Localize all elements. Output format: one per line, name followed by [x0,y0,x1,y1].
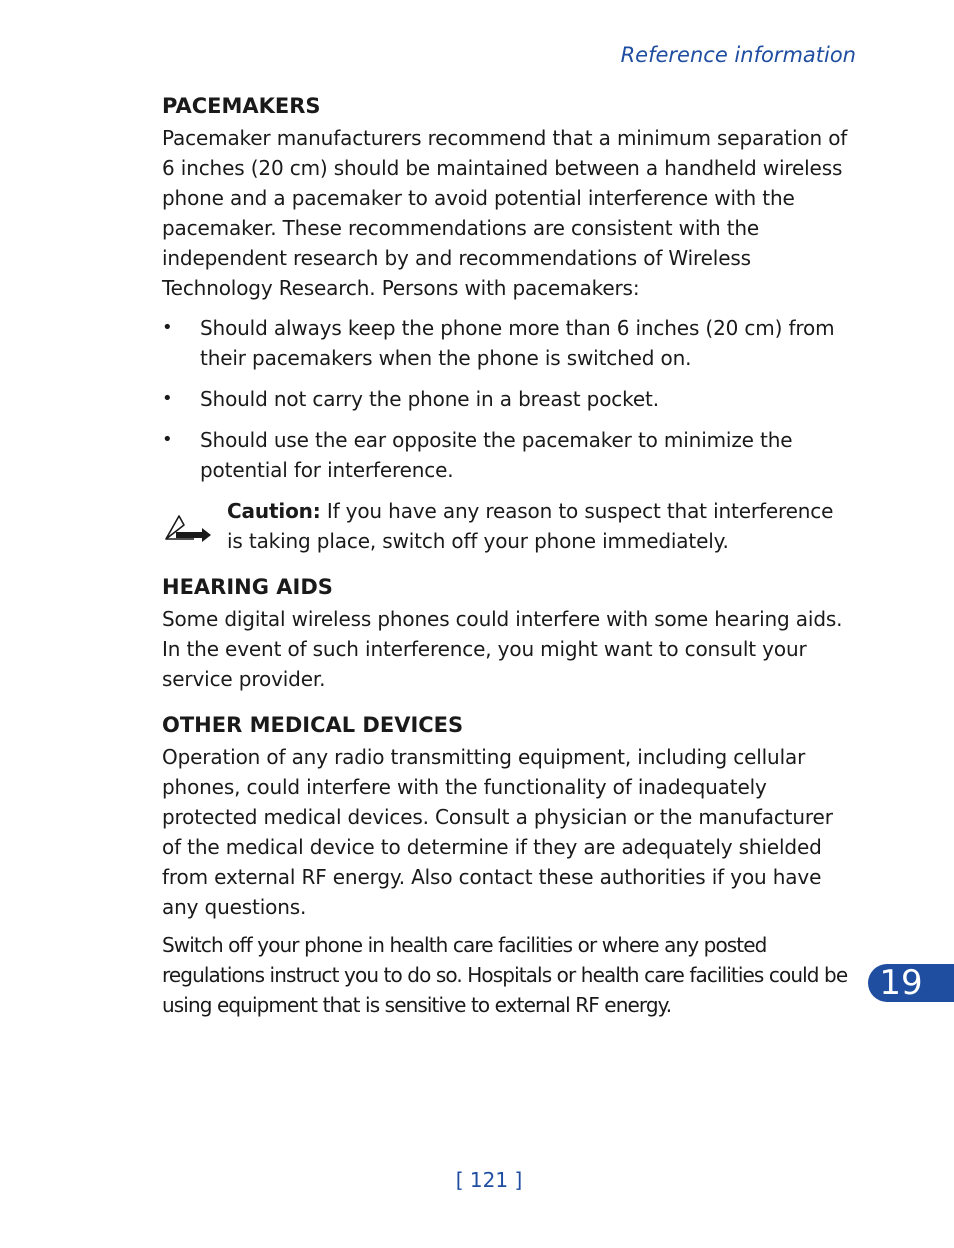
list-item-text: Should not carry the phone in a breast pocket. [200,387,659,411]
bullet-icon: • [162,388,173,409]
list-item [162,384,854,414]
chapter-tab: 19 [868,964,954,1002]
page-content [162,91,854,1020]
section-title-pacemakers: PACEMAKERS [162,94,321,118]
other-medical-body-2: Switch off your phone in health care facilities or where any posted regulations instruct you to do so. Hospitals or health care facilities could be using equipment that is sensitive to external RF energy. [162,933,848,1017]
section-title-hearing-aids: HEARING AIDS [162,575,333,599]
warning-pen-icon [164,512,212,546]
caution-text-block [227,496,854,556]
caution-label: Caution: [227,499,321,523]
caution-text: If you have any reason to suspect that interference is taking place, switch off your phone immediately. [227,499,834,553]
pacemakers-intro: Pacemaker manufacturers recommend that a minimum separation of 6 inches (20 cm) should be maintained between a handheld wireless phone and a pacemaker to avoid potential interference with the pacemaker. These recommendations are consistent with the independent research by and recommendations of Wireless Technology Research. Persons with pacemakers: [162,126,848,300]
bullet-icon: • [162,317,173,338]
list-item-text: Should always keep the phone more than 6 inches (20 cm) from their pacemakers when the phone is switched on. [200,316,835,370]
pacemakers-bullet-list [162,313,854,485]
caution-note [162,496,854,556]
list-item [162,313,854,373]
list-item [162,425,854,485]
section-title-other-medical-devices: OTHER MEDICAL DEVICES [162,713,464,737]
hearing-aids-body: Some digital wireless phones could interfere with some hearing aids. In the event of such interference, you might want to consult your service provider. [162,607,843,691]
list-item-text: Should use the ear opposite the pacemaker to minimize the potential for interference. [200,428,793,482]
other-medical-body-1: Operation of any radio transmitting equipment, including cellular phones, could interfere with the functionality of inadequately protected medical devices. Consult a physician or the manufacturer of the medical device to determine if they are adequately shielded from external RF energy. Also contact these authorities if you have any questions. [162,745,833,919]
page-number: [ 121 ] [455,1168,523,1192]
bullet-icon: • [162,429,173,450]
running-head: Reference information [620,43,856,67]
